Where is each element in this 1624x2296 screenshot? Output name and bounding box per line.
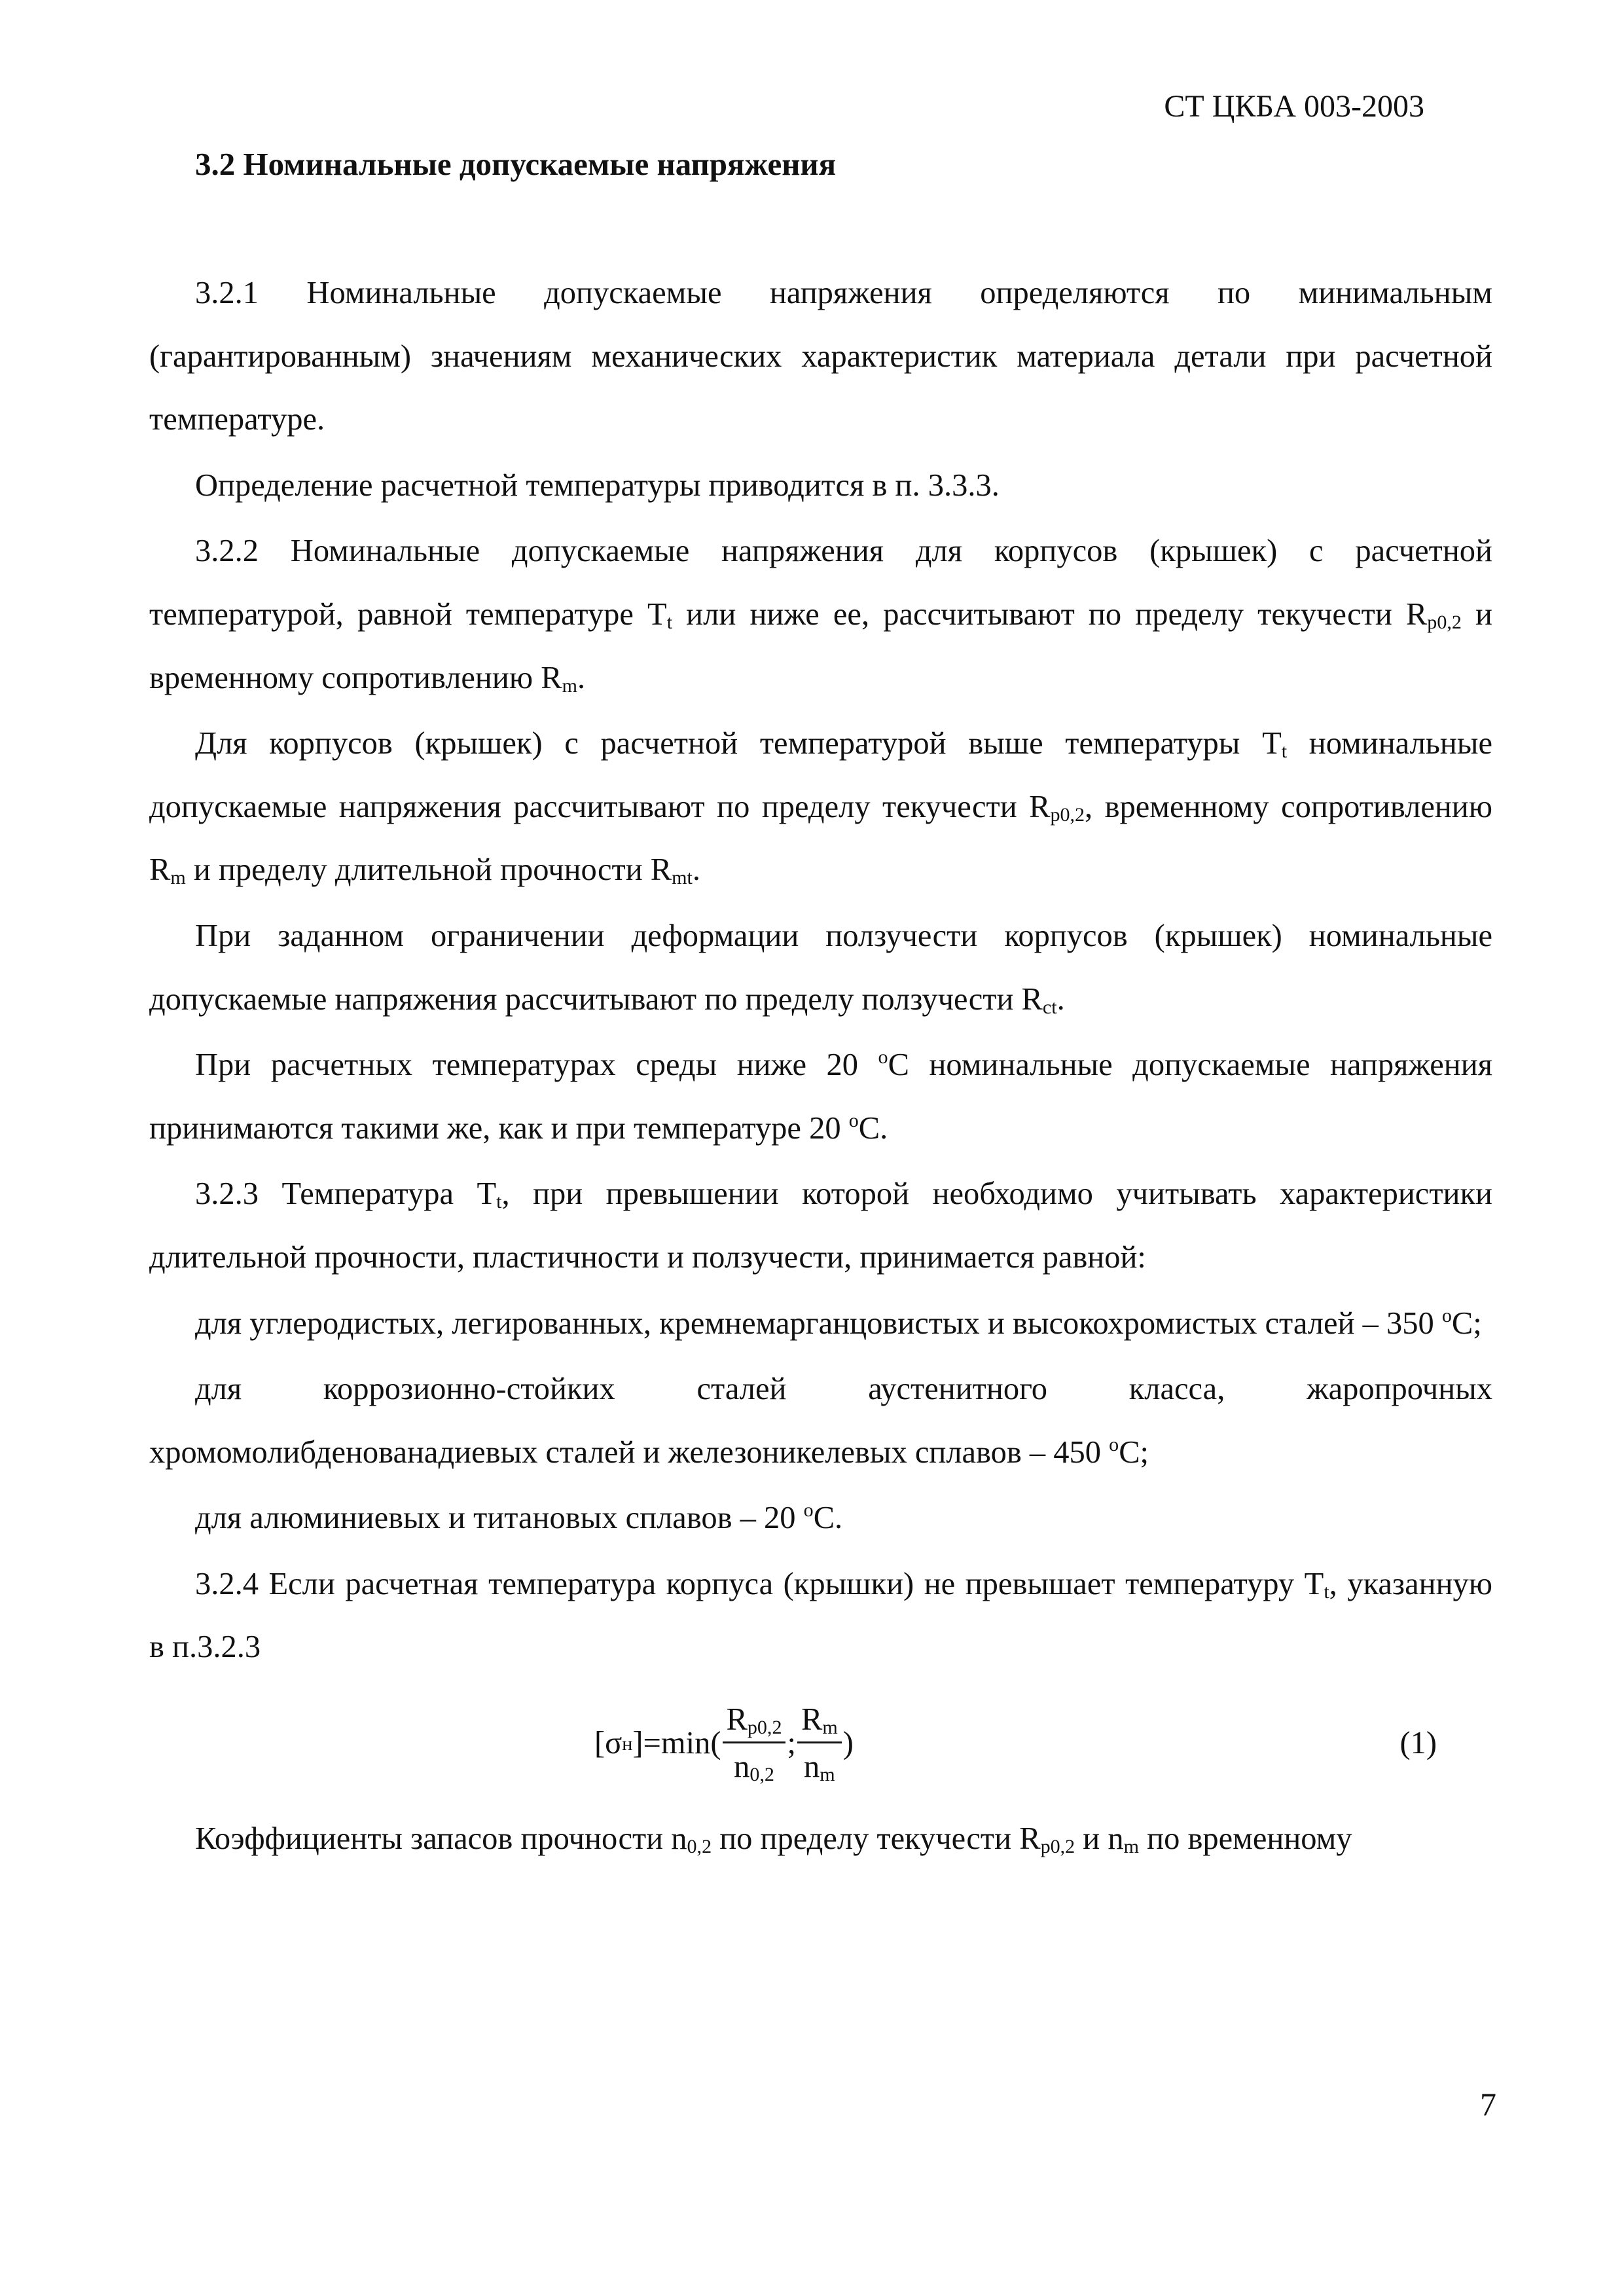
equation-number: (1) — [1399, 1725, 1437, 1760]
paragraph-3-2-4: 3.2.4 Если расчетная температура корпуса (крышки) не превышает температуру $T_t$, указанную в п.3.2.3 — [149, 1566, 1493, 1665]
formula-1 — [149, 1679, 1492, 1808]
fraction-yield: $\frac{R_{p0,2}}{n_{0,2}}$ — [723, 1704, 786, 1783]
paragraph-3-2-2: 3.2.2 Номинальные допускаемые напряжения для корпусов (крышек) с расчетной температурой, равной температуре $T_t$ или ниже ее, рассчитывают по пределу текучести $R_{p0,2}$ и временному сопротивлению $R_m$. — [149, 534, 1492, 697]
paragraph-temperature-ref: Определение расчетной температуры приводится в п. 3.3.3. — [195, 467, 1000, 503]
paragraph-3-2-3: 3.2.3 Температура $T_t$, при превышении которой необходимо учитывать характеристики длительной прочности, пластичности и ползучести, принимается равной: — [149, 1176, 1492, 1275]
paragraph-alloys: для алюминиевых и титановых сплавов – 20 $^o$C. — [195, 1499, 843, 1536]
paragraph-austenitic-steels: для коррозионно-стойких сталей аустенитного класса, жаропрочных хромомолибденованадиевых сталей и железоникелевых сплавов – 450 $^o$C; — [149, 1372, 1492, 1470]
paragraph-above-tt: Для корпусов (крышек) с расчетной температурой выше температуры $T_t$ номинальные допускаемые напряжения рассчитывают по пределу текучести $R_{p0,2}$, временному сопротивлению $R_m$ и пределу длительной прочности $R_{mt}$. — [149, 726, 1492, 889]
document-body — [149, 262, 1492, 1871]
paragraph-low-temp: При расчетных температурах среды ниже 20 $^o$C номинальные допускаемые напряжения принимаются такими же, как и при температуре 20 $^o$C. — [149, 1046, 1493, 1146]
fraction-tensile: $\frac{R_m}{n_m}$ — [797, 1704, 842, 1783]
formula-expression: [σ н ]=min( $\frac{R_{p0,2}}{n_{0,2}}$ ; $\frac{R_m}{n_m}$ ) — [594, 1702, 854, 1785]
page-number: 7 — [1480, 2086, 1496, 2123]
paragraph-3-2-1: 3.2.1 Номинальные допускаемые напряжения определяются по минимальным (гарантированным) значениям механических характеристик материала детали при расчетной температуре. — [149, 276, 1492, 437]
paragraph-carbon-steels: для углеродистых, легированных, кремнемарганцовистых и высокохромистых сталей – 350 $^o$C; — [195, 1303, 1482, 1341]
section-title: 3.2 Номинальные допускаемые напряжения — [195, 146, 837, 182]
paragraph-creep: При заданном ограничении деформации ползучести корпусов (крышек) номинальные допускаемые напряжения рассчитывают по пределу ползучести $R_{ct}$. — [149, 918, 1492, 1018]
paragraph-safety-factors: Коэффициенты запасов прочности $n_{0,2}$ по пределу текучести $R_{p0,2}$ и $n_m$ по временному — [195, 1821, 1352, 1858]
document-code: СТ ЦКБА 003-2003 — [1164, 89, 1424, 124]
